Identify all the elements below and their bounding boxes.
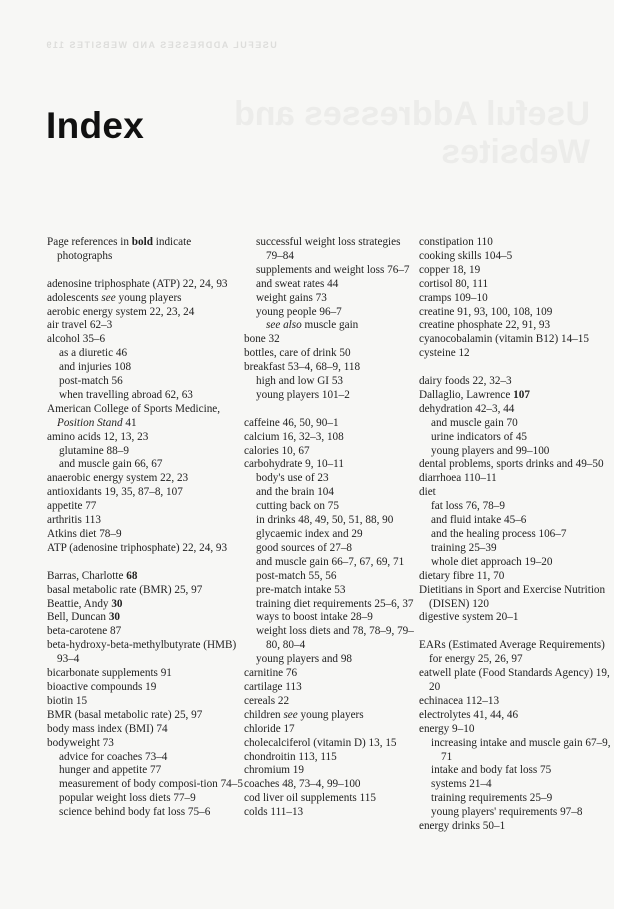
- index-entry: [47, 681, 247, 695]
- entry-text: and sweat rates 44: [256, 277, 339, 290]
- entry-text: increasing intake and muscle gain 67–9, 71: [431, 736, 611, 763]
- entry-text: and muscle gain 66–7, 67, 69, 71: [256, 555, 405, 568]
- entry-text: bottles, care of drink 50: [244, 347, 351, 360]
- entry-text: breakfast 53–4, 68–9, 118: [244, 361, 361, 374]
- entry-text: biotin 15: [47, 694, 88, 707]
- index-subentry: [419, 806, 615, 820]
- italic-text: see also: [266, 319, 302, 332]
- index-entry: [419, 389, 615, 403]
- entry-text: training requirements 25–9: [431, 792, 553, 805]
- entry-text: coaches 48, 73–4, 99–100: [244, 778, 361, 791]
- index-entry: [244, 333, 418, 347]
- entry-text: electrolytes 41, 44, 46: [419, 708, 519, 721]
- entry-text: popular weight loss diets 77–9: [59, 792, 196, 805]
- entry-text: cutting back on 75: [256, 500, 339, 513]
- index-column-2: [244, 236, 418, 820]
- entry-text: beta-hydroxy-beta-methylbutyrate (HMB) 93–4: [47, 639, 237, 666]
- entry-text: amino acids 12, 13, 23: [47, 430, 149, 443]
- letter-group-gap: [419, 625, 615, 639]
- entry-text: post-match 56: [59, 375, 123, 388]
- entry-text: 41: [122, 416, 137, 429]
- index-entry: [419, 278, 615, 292]
- index-entry: [419, 375, 615, 389]
- entry-text: intake and body fat loss 75: [431, 764, 552, 777]
- entry-text: bodyweight 73: [47, 736, 114, 749]
- index-entry: [47, 639, 247, 667]
- index-entry: [419, 584, 615, 612]
- bold-page-ref: 30: [108, 611, 121, 624]
- entry-text: digestive system 20–1: [419, 611, 519, 624]
- entry-text: echinacea 112–13: [419, 694, 500, 707]
- index-subentry: [47, 778, 247, 792]
- entry-text: adolescents: [47, 291, 102, 304]
- entry-text: good sources of 27–8: [256, 541, 353, 554]
- entry-text: energy 9–10: [419, 722, 475, 735]
- index-entry: [419, 403, 615, 417]
- index-entry: [244, 806, 418, 820]
- entry-text: dental problems, sports drinks and 49–50: [419, 458, 604, 471]
- entry-text: Dallaglio, Lawrence: [419, 388, 514, 401]
- entry-text: arthritis 113: [47, 514, 101, 527]
- entry-text: young players: [297, 708, 364, 721]
- index-entry: [419, 333, 615, 347]
- index-entry: [244, 751, 418, 765]
- entry-text: young players 101–2: [256, 388, 350, 401]
- index-entry: [419, 347, 615, 361]
- index-entry: [419, 236, 615, 250]
- entry-text: Atkins diet 78–9: [47, 528, 122, 541]
- bold-page-ref: 107: [513, 388, 530, 401]
- entry-text: supplements and weight loss 76–7: [256, 263, 410, 276]
- index-entry: [244, 737, 418, 751]
- index-entry: [419, 472, 615, 486]
- index-entry: [244, 723, 418, 737]
- entry-text: chloride 17: [244, 722, 295, 735]
- index-column-3: [419, 236, 615, 834]
- entry-text: muscle gain: [301, 319, 359, 332]
- index-entry: [419, 458, 615, 472]
- entry-text: creatine 91, 93, 100, 108, 109: [419, 305, 553, 318]
- entry-text: children: [244, 708, 284, 721]
- index-entry: [419, 264, 615, 278]
- entry-text: Bell, Duncan: [47, 611, 109, 624]
- entry-text: colds 111–13: [244, 806, 304, 819]
- index-entry: [47, 472, 247, 486]
- entry-text: and muscle gain 66, 67: [59, 458, 163, 471]
- entry-text: carbohydrate 9, 10–11: [244, 458, 344, 471]
- index-entry: [419, 306, 615, 320]
- entry-text: carnitine 76: [244, 667, 298, 680]
- index-entry: [419, 292, 615, 306]
- entry-text: in drinks 48, 49, 50, 51, 88, 90: [256, 514, 394, 527]
- index-subentry: [47, 375, 247, 389]
- page-gutter: [614, 0, 627, 909]
- bold-page-ref: 30: [111, 597, 123, 610]
- entry-text: body's use of 23: [256, 472, 329, 485]
- entry-text: dietary fibre 11, 70: [419, 569, 505, 582]
- index-entry: [47, 278, 247, 292]
- index-subentry: [419, 737, 615, 765]
- index-entry: [419, 611, 615, 625]
- index-entry: [244, 347, 418, 361]
- index-subentry: [244, 625, 418, 653]
- index-entry: [47, 584, 247, 598]
- entry-text: diarrhoea 110–11: [419, 472, 497, 485]
- entry-text: body mass index (BMI) 74: [47, 722, 168, 735]
- entry-text: cod liver oil supplements 115: [244, 792, 376, 805]
- entry-text: alcohol 35–6: [47, 333, 106, 346]
- entry-text: Barras, Charlotte: [47, 569, 127, 582]
- entry-text: bicarbonate supplements 91: [47, 667, 172, 680]
- entry-text: ways to boost intake 28–9: [256, 611, 373, 624]
- index-entry: [244, 695, 418, 709]
- entry-text: caffeine 46, 50, 90–1: [244, 416, 339, 429]
- index-entry: [47, 709, 247, 723]
- index-entry: [47, 528, 247, 542]
- index-subentry: [244, 611, 418, 625]
- index-subentry: [47, 792, 247, 806]
- page-title: Index: [46, 105, 145, 146]
- entry-text: aerobic energy system 22, 23, 24: [47, 305, 195, 318]
- index-entry: [244, 445, 418, 459]
- index-entry: [47, 625, 247, 639]
- entry-text: young players' requirements 97–8: [431, 806, 583, 819]
- index-entry: [47, 486, 247, 500]
- entry-text: ATP (adenosine triphosphate) 22, 24, 93: [47, 541, 228, 554]
- entry-text: indicate photographs: [57, 236, 192, 262]
- index-subentry: [419, 764, 615, 778]
- entry-text: eatwell plate (Food Standards Agency) 19, 20: [419, 667, 610, 693]
- entry-text: EARs (Estimated Average Requirements) for energy 25, 26, 97: [419, 639, 605, 666]
- entry-text: dairy foods 22, 32–3: [419, 375, 512, 388]
- index-subentry: [244, 528, 418, 542]
- entry-text: and fluid intake 45–6: [431, 514, 527, 527]
- entry-text: systems 21–4: [431, 778, 492, 791]
- entry-text: copper 18, 19: [419, 263, 481, 276]
- entry-text: training diet requirements 25–6, 37: [256, 597, 414, 610]
- index-subentry: [244, 292, 418, 306]
- entry-text: cortisol 80, 111: [419, 277, 489, 290]
- show-through-heading: Useful Addresses and Websites: [234, 95, 590, 171]
- index-entry: [47, 292, 247, 306]
- index-entry: [244, 764, 418, 778]
- index-subentry: [419, 528, 615, 542]
- bold-page-ref: 68: [126, 569, 138, 582]
- letter-group-gap: [47, 264, 247, 278]
- index-subentry: [244, 278, 418, 292]
- index-entry: [419, 723, 615, 737]
- index-subentry: [47, 751, 247, 765]
- index-entry: [244, 431, 418, 445]
- entry-text: high and low GI 53: [256, 375, 344, 388]
- index-entry: [47, 598, 247, 612]
- entry-text: when travelling abroad 62, 63: [59, 388, 193, 401]
- index-entry: [244, 361, 418, 375]
- index-entry: [244, 417, 418, 431]
- entry-text: BMR (basal metabolic rate) 25, 97: [47, 708, 203, 721]
- entry-text: cysteine 12: [419, 347, 470, 360]
- entry-text: bioactive compounds 19: [47, 680, 157, 693]
- entry-text: diet: [419, 486, 436, 499]
- index-subentry: [47, 361, 247, 375]
- letter-group-gap: [47, 556, 247, 570]
- index-entry: [47, 431, 247, 445]
- entry-text: weight loss diets and 78, 78–9, 79–80, 80–4: [256, 625, 414, 652]
- entry-text: Dietitians in Sport and Exercise Nutrition (DISEN) 120: [419, 583, 606, 610]
- entry-text: and muscle gain 70: [431, 416, 518, 429]
- index-entry: [419, 695, 615, 709]
- italic-text: see: [283, 708, 298, 721]
- entry-text: basal metabolic rate (BMR) 25, 97: [47, 583, 203, 596]
- show-through-running-head: USEFUL ADDRESSES AND WEBSITES 119: [45, 40, 277, 50]
- index-subentry: [244, 500, 418, 514]
- entry-text: Page references in: [47, 236, 132, 248]
- index-subentry: [47, 458, 247, 472]
- index-subentry: [419, 431, 615, 445]
- index-subentry: [244, 236, 418, 264]
- index-subentry: [244, 264, 418, 278]
- letter-group-gap: [419, 361, 615, 375]
- bold-page-ref: bold: [131, 236, 153, 248]
- index-entry: [419, 709, 615, 723]
- index-subentry: [419, 556, 615, 570]
- entry-text: young players: [115, 291, 182, 304]
- entry-text: pre-match intake 53: [256, 583, 346, 596]
- index-entry: [244, 792, 418, 806]
- entry-text: antioxidants 19, 35, 87–8, 107: [47, 486, 183, 499]
- entry-text: constipation 110: [419, 236, 493, 248]
- index-subentry: [244, 556, 418, 570]
- index-subentry: [244, 486, 418, 500]
- entry-text: cereals 22: [244, 694, 290, 707]
- index-entry: [244, 458, 418, 472]
- entry-text: cooking skills 104–5: [419, 249, 513, 262]
- index-entry: [47, 723, 247, 737]
- index-subentry: [244, 472, 418, 486]
- entry-text: urine indicators of 45: [431, 430, 528, 443]
- entry-text: hunger and appetite 77: [59, 764, 162, 777]
- entry-text: as a diuretic 46: [59, 347, 128, 360]
- index-entry: [244, 778, 418, 792]
- entry-text: measurement of body composi-tion 74–5: [59, 778, 243, 791]
- index-subentry: [47, 445, 247, 459]
- index-subentry: [244, 375, 418, 389]
- index-subentry: [244, 598, 418, 612]
- index-subentry: [419, 792, 615, 806]
- index-subentry: [419, 542, 615, 556]
- entry-text: whole diet approach 19–20: [431, 555, 553, 568]
- index-entry: [47, 403, 247, 431]
- entry-text: training 25–39: [431, 541, 497, 554]
- index-entry: [47, 514, 247, 528]
- entry-text: young players and 99–100: [431, 444, 550, 457]
- entry-text: cyanocobalamin (vitamin B12) 14–15: [419, 333, 589, 346]
- index-subentry: [47, 347, 247, 361]
- index-subentry: [47, 764, 247, 778]
- index-entry: [47, 542, 247, 556]
- entry-text: and injuries 108: [59, 361, 132, 374]
- entry-text: bone 32: [244, 333, 280, 346]
- index-subentry: [244, 542, 418, 556]
- letter-group-gap: [244, 403, 418, 417]
- index-subentry: [419, 417, 615, 431]
- entry-text: cholecalciferol (vitamin D) 13, 15: [244, 736, 397, 749]
- index-entry: [47, 667, 247, 681]
- italic-text: Position Stand: [57, 416, 123, 429]
- entry-text: adenosine triphosphate (ATP) 22, 24, 93: [47, 277, 228, 290]
- entry-text: cartilage 113: [244, 680, 302, 693]
- italic-text: see: [101, 291, 116, 304]
- entry-text: anaerobic energy system 22, 23: [47, 472, 189, 485]
- index-entry: [419, 570, 615, 584]
- index-column-1: [47, 236, 247, 820]
- entry-text: beta-carotene 87: [47, 625, 122, 638]
- index-entry: [47, 611, 247, 625]
- index-entry: [47, 737, 247, 751]
- index-entry: [47, 333, 247, 347]
- entry-text: post-match 55, 56: [256, 569, 337, 582]
- entry-text: chromium 19: [244, 764, 304, 777]
- entry-text: energy drinks 50–1: [419, 820, 506, 833]
- index-entry: [47, 500, 247, 514]
- index-entry: [419, 319, 615, 333]
- entry-text: chondroitin 113, 115: [244, 750, 337, 763]
- entry-text: and the brain 104: [256, 486, 334, 499]
- index-subentry: [419, 778, 615, 792]
- index-entry: [47, 236, 247, 264]
- index-subentry: [244, 319, 418, 333]
- entry-text: glutamine 88–9: [59, 444, 129, 457]
- entry-text: Beattie, Andy: [47, 597, 112, 610]
- entry-text: fat loss 76, 78–9: [431, 500, 505, 513]
- index-entry: [47, 319, 247, 333]
- index-entry: [244, 709, 418, 723]
- index-entry: [244, 667, 418, 681]
- index-subentry: [244, 389, 418, 403]
- index-subentry: [419, 445, 615, 459]
- entry-text: dehydration 42–3, 44: [419, 402, 515, 415]
- index-subentry: [47, 806, 247, 820]
- entry-text: American College of Sports Medicine,: [47, 402, 221, 415]
- index-subentry: [244, 653, 418, 667]
- entry-text: science behind body fat loss 75–6: [59, 806, 211, 819]
- entry-text: and the healing process 106–7: [431, 528, 567, 541]
- entry-text: calories 10, 67: [244, 444, 310, 457]
- index-subentry: [244, 584, 418, 598]
- entry-text: appetite 77: [47, 500, 97, 513]
- index-entry: [419, 667, 615, 695]
- entry-text: young players and 98: [256, 653, 353, 666]
- index-subentry: [419, 500, 615, 514]
- index-entry: [244, 681, 418, 695]
- entry-text: successful weight loss strategies 79–84: [256, 236, 401, 262]
- index-entry: [47, 695, 247, 709]
- entry-text: creatine phosphate 22, 91, 93: [419, 319, 551, 332]
- entry-text: cramps 109–10: [419, 291, 488, 304]
- index-entry: [47, 570, 247, 584]
- entry-text: calcium 16, 32–3, 108: [244, 430, 344, 443]
- index-entry: [419, 639, 615, 667]
- index-entry: [419, 820, 615, 834]
- entry-text: air travel 62–3: [47, 319, 113, 332]
- index-subentry: [47, 389, 247, 403]
- entry-text: weight gains 73: [256, 291, 327, 304]
- index-entry: [419, 486, 615, 500]
- index-subentry: [244, 306, 418, 320]
- entry-text: young people 96–7: [256, 305, 342, 318]
- index-subentry: [244, 514, 418, 528]
- entry-text: advice for coaches 73–4: [59, 750, 168, 763]
- index-entry: [419, 250, 615, 264]
- entry-text: glycaemic index and 29: [256, 528, 363, 541]
- index-subentry: [244, 570, 418, 584]
- index-subentry: [419, 514, 615, 528]
- index-entry: [47, 306, 247, 320]
